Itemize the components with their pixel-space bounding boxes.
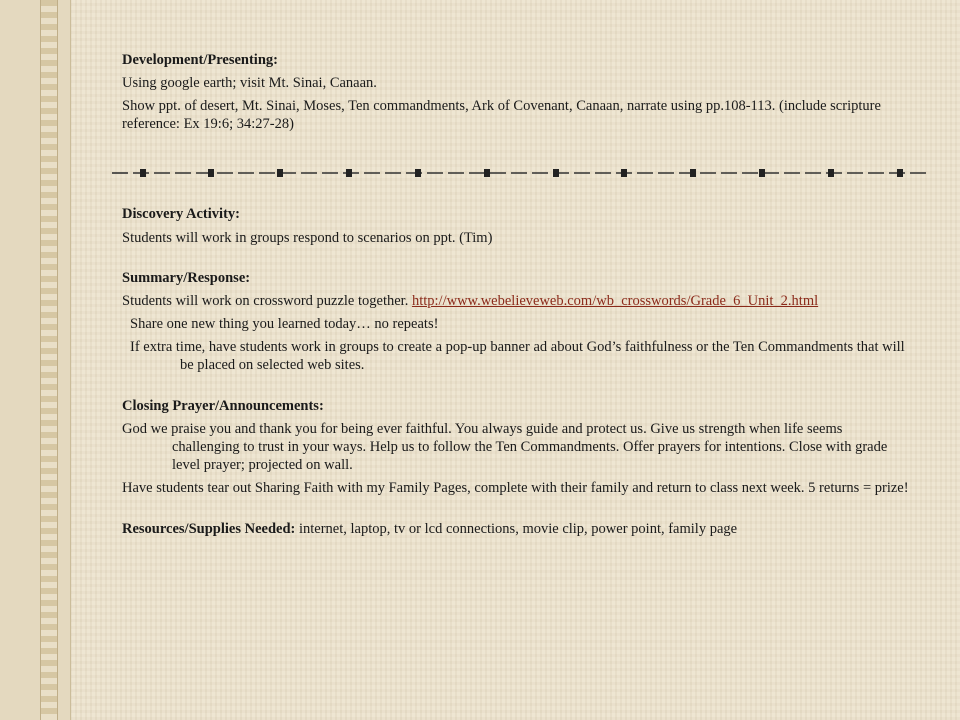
discovery-line-1: Students will work in groups respond to scenarios on ppt. (Tim) — [122, 230, 493, 246]
lesson-content — [122, 51, 912, 538]
development-line-1: Using google earth; visit Mt. Sinai, Canaan. — [122, 75, 377, 91]
summary-line-3: If extra time, have students work in groups to create a pop-up banner ad about God’s faithfulness or the Ten Commandments that will be placed on selected web sites. — [130, 339, 905, 373]
crossword-link[interactable]: http://www.webelieveweb.com/wb_crosswords/Grade_6_Unit_2.html — [411, 293, 819, 309]
summary-line-2: Share one new thing you learned today… no repeats! — [130, 316, 439, 332]
closing-line-2: Have students tear out Sharing Faith with my Family Pages, complete with their family and return to class next week. 5 returns = prize! — [122, 480, 909, 496]
resources-label: Resources/Supplies Needed: — [122, 521, 296, 537]
closing-heading: Closing Prayer/Announcements: — [122, 398, 324, 414]
resources-line — [122, 520, 912, 538]
summary-heading: Summary/Response: — [122, 270, 251, 286]
development-heading: Development/Presenting: — [122, 52, 278, 68]
resources-text: internet, laptop, tv or lcd connections, movie clip, power point, family page — [295, 521, 738, 537]
summary-crossword — [122, 292, 912, 310]
discovery-heading: Discovery Activity: — [122, 206, 240, 222]
left-decorative-border — [0, 0, 71, 720]
summary-line-1: Students will work on crossword puzzle together. — [122, 293, 409, 309]
left-border-strip — [40, 0, 58, 720]
development-line-2: Show ppt. of desert, Mt. Sinai, Moses, Ten commandments, Ark of Covenant, Canaan, narrate using pp.108-113. (include scripture reference: Ex 19:6; 34:27-28) — [122, 98, 881, 132]
closing-prayer: God we praise you and thank you for being ever faithful. You always guide and protect us. Give us strength when life seems challenging to trust in your ways. Help us to follow the Ten Commandments. Offer prayers for intentions. Close with grade level prayer; projected on wall. — [122, 421, 888, 473]
dashed-divider — [112, 168, 930, 178]
